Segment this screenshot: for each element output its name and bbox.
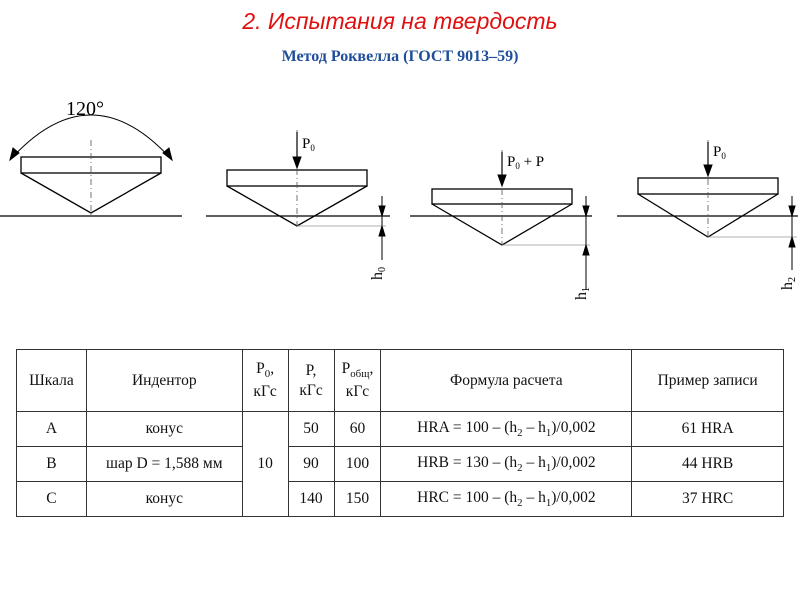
table-row	[17, 412, 784, 447]
depth-arrow-top-2	[379, 206, 385, 216]
cell-ptotal: 60	[334, 412, 381, 447]
depth-label-h0: h0	[369, 267, 388, 280]
cell-formula: HRA = $100 - (h_2 - h_1)/0,002$	[381, 412, 632, 447]
cell-p: 50	[288, 412, 334, 447]
load-arrow-head-4	[704, 165, 712, 176]
header-formula: Формула расчета	[381, 350, 632, 412]
table-row	[17, 482, 784, 517]
cell-example: 44 HRB	[632, 447, 784, 482]
depth-arrow-bot-4	[789, 237, 795, 247]
cell-p: 140	[288, 482, 334, 517]
cell-indenter: конус	[86, 482, 242, 517]
rockwell-indentation-diagram	[0, 85, 800, 305]
header-ptotal: $P_{общ}$, кГс	[334, 350, 381, 412]
table-row	[17, 447, 784, 482]
cell-ptotal: 150	[334, 482, 381, 517]
depth-label-h1: h1	[573, 287, 592, 300]
depth-arrow-bot-2	[379, 226, 385, 236]
header-example: Пример записи	[632, 350, 784, 412]
load-label-p0p: $P_0 + P$	[507, 154, 545, 171]
cell-indenter: шар D = 1,588 мм	[86, 447, 242, 482]
header-scale: Шкала	[17, 350, 87, 412]
load-label-p0: $P_0$	[302, 136, 315, 153]
panel-full-load	[410, 150, 592, 300]
depth-label-h2: h2	[779, 277, 798, 290]
cell-p: 90	[288, 447, 334, 482]
depth-arrow-top-4	[789, 206, 795, 216]
load-label-p0-last: $P_0$	[713, 144, 726, 161]
page-subtitle: Метод Роквелла (ГОСТ 9013–59)	[281, 48, 519, 65]
cell-example: 61 HRA	[632, 412, 784, 447]
cell-indenter: конус	[86, 412, 242, 447]
cell-formula: HRC = $100 - (h_2 - h_1)/0,002$	[381, 482, 632, 517]
depth-arrow-top-3	[583, 206, 589, 216]
page-title: 2. Испытания на твердость	[242, 8, 558, 34]
cell-scale: C	[17, 482, 87, 517]
load-arrow-head-3	[498, 175, 506, 186]
cell-formula: HRB = $130 - (h_2 - h_1)/0,002$	[381, 447, 632, 482]
panel-indenter-angle	[0, 98, 182, 216]
depth-arrow-bot-3	[583, 245, 589, 255]
header-p: P, кГс	[288, 350, 334, 412]
cell-ptotal: 100	[334, 447, 381, 482]
angle-label: 120°	[66, 98, 104, 120]
panel-preload	[206, 130, 390, 280]
rockwell-scales-table	[16, 349, 784, 517]
header-p0: $P_0$, кГс	[242, 350, 288, 412]
angle-arrow-right	[163, 148, 172, 160]
angle-arrow-left	[10, 148, 19, 160]
load-arrow-head-2	[293, 157, 301, 168]
cell-p0: 10	[242, 412, 288, 517]
cell-scale: A	[17, 412, 87, 447]
panel-unload	[617, 140, 798, 290]
table-header-row	[17, 350, 784, 412]
header-indenter: Индентор	[86, 350, 242, 412]
cell-scale: B	[17, 447, 87, 482]
cell-example: 37 HRC	[632, 482, 784, 517]
